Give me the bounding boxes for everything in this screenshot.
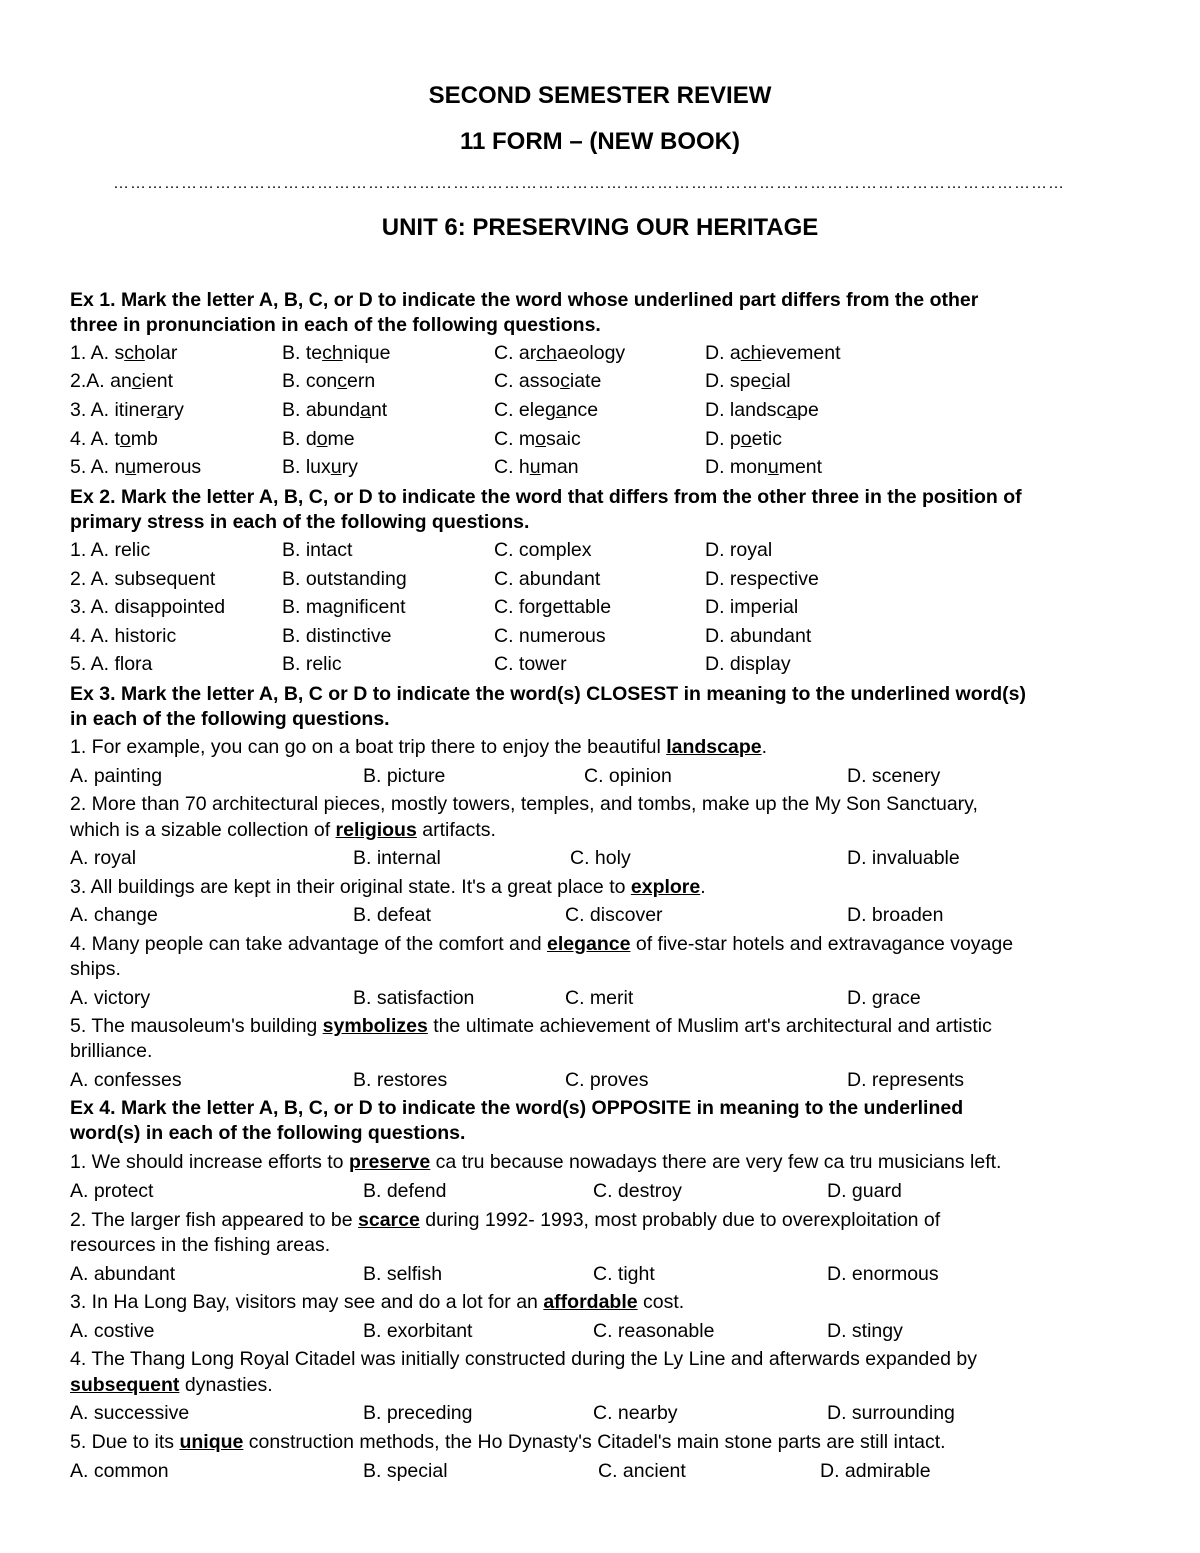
ex3-q2-option-c: C. holy [570,847,631,869]
ex3-q1-option-a: A. painting [70,765,163,787]
ex4-q4-line1: 4. The Thang Long Royal Citadel was initially constructed during the Ly Line and afterwards expanded by [70,1348,977,1370]
ex4-q2-line2: resources in the fishing areas. [70,1234,331,1256]
unit-title: UNIT 6: PRESERVING OUR HERITAGE [381,214,819,241]
ex2-q1-option-d: D. royal [705,539,773,561]
ex4-q5-option-c: C. ancient [598,1460,686,1482]
ex4-q1-option-d: D. guard [827,1180,902,1202]
underlined-sound: a [555,399,567,421]
underlined-sound: ch [124,342,145,364]
ex4-q2-option-c: C. tight [593,1263,655,1285]
ex3-q2-line1: 2. More than 70 architectural pieces, mostly towers, temples, and tombs, make up the My Son Sanctuary, [70,793,978,815]
ex3-q2-option-d: D. invaluable [847,847,960,869]
ex4-heading-line2: word(s) in each of the following questions. [70,1122,466,1144]
ex3-q4-line1: 4. Many people can take advantage of the comfort and elegance of five-star hotels and extravagance voyage [70,933,1014,955]
underlined-sound: a [786,399,798,421]
ex3-q3-option-c: C. discover [565,904,663,926]
ex4-q3-option-b: B. exorbitant [363,1320,473,1342]
underlined-keyword: explore [630,876,701,898]
ex3-q3-option-d: D. broaden [847,904,944,926]
ex1-q5-option-c: C. human [494,456,579,478]
ex2-q4-option-a: 4. A. historic [70,625,177,647]
ex1-q1-option-b: B. technique [282,342,391,364]
ex4-q4-option-c: C. nearby [593,1402,678,1424]
ex2-q5-option-d: D. display [705,653,791,675]
underlined-sound: u [330,456,342,478]
ex1-q2-option-b: B. concern [282,370,376,392]
underlined-sound: o [316,428,328,450]
ex1-q2-option-d: D. special [705,370,791,392]
ex4-q5-option-a: A. common [70,1460,169,1482]
ex2-q4-option-c: C. numerous [494,625,606,647]
ex3-q2-line2: which is a sizable collection of religious artifacts. [70,819,496,841]
ex1-q3-option-d: D. landscape [705,399,819,421]
underlined-sound: ch [322,342,343,364]
ex4-q2-line1: 2. The larger fish appeared to be scarce during 1992- 1993, most probably due to overexploitation of [70,1209,941,1231]
underlined-sound: o [119,428,131,450]
ex3-q5-line1: 5. The mausoleum's building symbolizes the ultimate achievement of Muslim art's architectural and artistic [70,1015,992,1037]
underlined-keyword: affordable [543,1291,638,1313]
underlined-keyword: symbolizes [322,1015,428,1037]
ex3-q4-option-a: A. victory [70,987,151,1009]
ex3-q5-option-a: A. confesses [70,1069,182,1091]
underlined-keyword: unique [179,1431,244,1453]
ex3-q1-option-c: C. opinion [584,765,672,787]
ex4-q5-option-b: B. special [363,1460,448,1482]
ex1-q1-option-a: 1. A. scholar [70,342,178,364]
ex1-q4-option-a: 4. A. tomb [70,428,158,450]
ex2-q5-option-a: 5. A. flora [70,653,153,675]
ex3-q3-option-a: A. change [70,904,158,926]
underlined-sound: o [535,428,547,450]
ex1-q3-option-a: 3. A. itinerary [70,399,184,421]
ex4-heading-line1: Ex 4. Mark the letter A, B, C, or D to indicate the word(s) OPPOSITE in meaning to the underlined [70,1097,964,1119]
underlined-sound: o [740,428,752,450]
ex2-q2-option-a: 2. A. subsequent [70,568,216,590]
ex4-q1-option-a: A. protect [70,1180,154,1202]
underlined-keyword: landscape [666,736,762,758]
ex2-heading-line2: primary stress in each of the following questions. [70,511,530,533]
underlined-sound: a [360,399,371,421]
ex4-q1-text: 1. We should increase efforts to preserve ca tru because nowadays there are very few ca tru musicians left. [70,1151,1002,1173]
ex4-q3-option-a: A. costive [70,1320,155,1342]
ex2-q1-option-b: B. intact [282,539,353,561]
ex3-heading-line2: in each of the following questions. [70,708,390,730]
underlined-keyword: scarce [358,1209,420,1231]
underlined-sound: ch [536,342,557,364]
ex4-q4-option-d: D. surrounding [827,1402,955,1424]
ex3-q2-option-a: A. royal [70,847,137,869]
ex1-q2-option-a: 2.A. ancient [70,370,173,392]
ex3-q3-text: 3. All buildings are kept in their original state. It's a great place to explore. [70,876,706,898]
underlined-sound: c [131,370,142,392]
underlined-sound: u [767,456,779,478]
underlined-sound: c [560,370,570,392]
underlined-sound: c [337,370,348,392]
ex1-q1-option-c: C. archaeology [494,342,626,364]
ex3-q2-option-b: B. internal [353,847,441,869]
ex3-q5-option-c: C. proves [565,1069,649,1091]
ex2-q2-option-d: D. respective [705,568,819,590]
underlined-sound: a [156,399,168,421]
ex1-q2-option-c: C. associate [494,370,602,392]
ex4-q5-option-d: D. admirable [820,1460,931,1482]
ex2-q3-option-d: D. imperial [705,596,799,618]
ex4-q3-option-c: C. reasonable [593,1320,715,1342]
ex4-q4-option-b: B. preceding [363,1402,473,1424]
ex2-q5-option-c: C. tower [494,653,567,675]
ex3-q5-option-b: B. restores [353,1069,448,1091]
ex2-q3-option-b: B. magnificent [282,596,406,618]
ex1-q3-option-b: B. abundant [282,399,388,421]
ex1-q5-option-b: B. luxury [282,456,358,478]
ex4-q4-option-a: A. successive [70,1402,190,1424]
ex2-q3-option-c: C. forgettable [494,596,612,618]
ex4-q5-text: 5. Due to its unique construction methods, the Ho Dynasty's Citadel's main stone parts are still intact. [70,1431,946,1453]
underlined-sound: u [125,456,137,478]
ex3-q5-line2: brilliance. [70,1040,153,1062]
ex1-q4-option-d: D. poetic [705,428,782,450]
ex1-q3-option-c: C. elegance [494,399,599,421]
ex4-q2-option-d: D. enormous [827,1263,939,1285]
ex3-q1-option-b: B. picture [363,765,446,787]
ex3-q3-option-b: B. defeat [353,904,432,926]
ex2-q2-option-b: B. outstanding [282,568,407,590]
ex1-heading-line1: Ex 1. Mark the letter A, B, C, or D to indicate the word whose underlined part differs from the other [70,289,979,311]
ex2-q1-option-c: C. complex [494,539,592,561]
ex4-q3-text: 3. In Ha Long Bay, visitors may see and do a lot for an affordable cost. [70,1291,685,1313]
ex2-q1-option-a: 1. A. relic [70,539,151,561]
underlined-keyword: elegance [546,933,631,955]
dotted-separator: …………………………………………………………………………………………………………………………………………………… [113,175,1065,192]
underlined-keyword: religious [335,819,417,841]
ex2-heading-line1: Ex 2. Mark the letter A, B, C, or D to indicate the word that differs from the other three in the position of [70,486,1022,508]
ex3-heading-line1: Ex 3. Mark the letter A, B, C or D to indicate the word(s) CLOSEST in meaning to the underlined word(s) [70,683,1026,705]
ex3-q4-line2: ships. [70,958,121,980]
ex1-q5-option-a: 5. A. numerous [70,456,202,478]
ex3-q4-option-d: D. grace [847,987,921,1009]
underlined-keyword: preserve [348,1151,431,1173]
document-title: SECOND SEMESTER REVIEW [428,82,772,109]
ex1-heading-line2: three in pronunciation in each of the following questions. [70,314,601,336]
underlined-sound: c [761,370,772,392]
ex1-q5-option-d: D. monument [705,456,823,478]
ex1-q4-option-c: C. mosaic [494,428,581,450]
ex4-q1-option-b: B. defend [363,1180,447,1202]
ex4-q3-option-d: D. stingy [827,1320,903,1342]
ex3-q1-option-d: D. scenery [847,765,941,787]
ex4-q1-option-c: C. destroy [593,1180,682,1202]
underlined-sound: u [529,456,541,478]
ex1-q1-option-d: D. achievement [705,342,841,364]
ex4-q2-option-a: A. abundant [70,1263,176,1285]
underlined-keyword: subsequent [70,1374,180,1396]
ex3-q1-text: 1. For example, you can go on a boat trip there to enjoy the beautiful landscape. [70,736,768,758]
underlined-sound: ch [740,342,762,364]
ex1-q4-option-b: B. dome [282,428,355,450]
ex3-q4-option-b: B. satisfaction [353,987,475,1009]
ex3-q4-option-c: C. merit [565,987,634,1009]
ex2-q4-option-d: D. abundant [705,625,812,647]
ex2-q2-option-c: C. abundant [494,568,601,590]
ex2-q5-option-b: B. relic [282,653,342,675]
ex2-q3-option-a: 3. A. disappointed [70,596,226,618]
ex2-q4-option-b: B. distinctive [282,625,392,647]
ex4-q2-option-b: B. selfish [363,1263,443,1285]
ex3-q5-option-d: D. represents [847,1069,965,1091]
ex4-q4-line2: subsequent dynasties. [70,1374,273,1396]
document-subtitle: 11 FORM – (NEW BOOK) [459,128,741,155]
